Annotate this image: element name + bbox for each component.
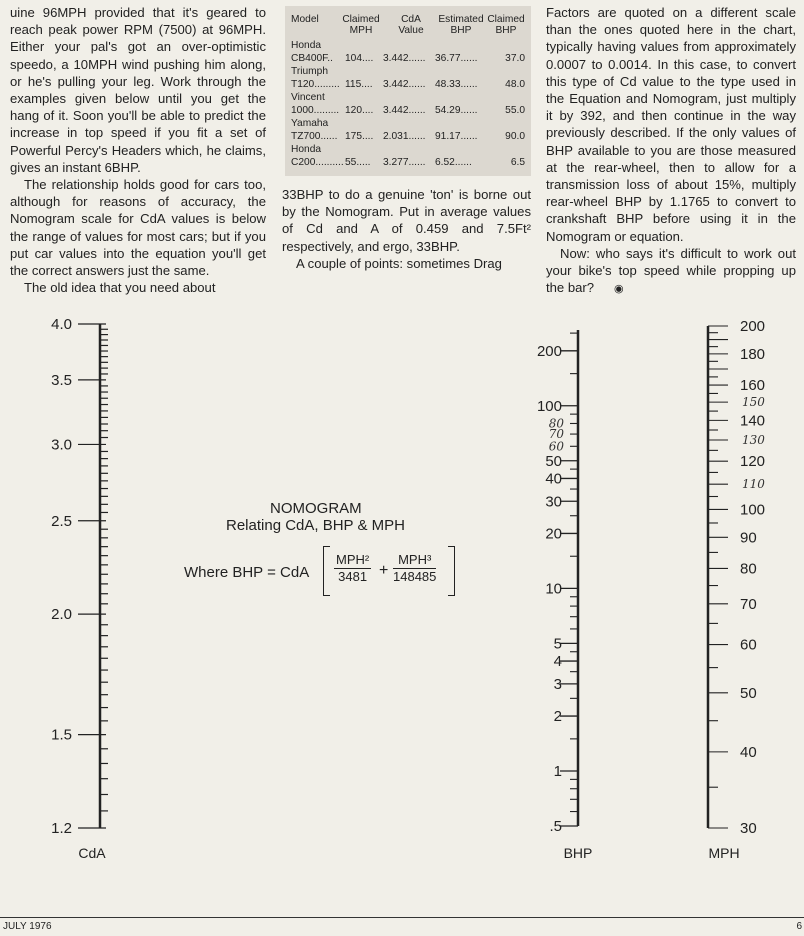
bhp-tick-label: 100 — [536, 397, 562, 415]
paragraph: 33BHP to do a genuine 'ton' is borne out by the Nomogram. Put in average values of Cd and A of 0.459 and 7.5Ft² respectively, and ergo, 33BHP. — [282, 187, 531, 254]
mph-tick-label: 120 — [740, 453, 766, 471]
bhp-axis-name: BHP — [563, 845, 593, 861]
table-row: Vincent 1000......... 120.... 3.442...... 54.29...... 55.0 — [291, 92, 525, 116]
table-row: Triumph T120......... 115.... 3.442...... 48.33...... 48.0 — [291, 66, 525, 90]
mph-tick-label: 30 — [740, 820, 757, 837]
cda-axis-name: CdA — [78, 845, 106, 861]
bhp-tick-label: 5 — [553, 635, 562, 653]
paragraph: The old idea that you need about — [24, 280, 216, 296]
cda-tick-label: 3.5 — [51, 371, 72, 389]
mph-tick-label: 180 — [740, 345, 766, 363]
bhp-tick-label: 200 — [536, 342, 562, 360]
mph-tick-label: 80 — [740, 560, 757, 578]
issue-date: JULY 1976 — [3, 921, 52, 932]
header-model: Model — [291, 14, 319, 25]
mph-tick-label: 40 — [740, 743, 757, 761]
cda-tick-label: 4.0 — [51, 316, 72, 333]
header-claimed-bhp: Claimed BHP — [487, 14, 525, 36]
mph-axis-name: MPH — [708, 845, 740, 861]
header-cda: CdA Value — [398, 14, 424, 36]
paragraph: Now: who says it's difficult to work out your bike's top speed while propping up the bar? ◉ — [546, 245, 796, 299]
page-footer — [0, 917, 804, 936]
table-row: Honda C200.......... 55..... 3.277...... 6.52...... 6.5 — [291, 144, 525, 168]
bhp-tick-label: 30 — [545, 493, 562, 511]
nomogram-formula: Where BHP = CdA MPH² 3481 + MPH³ 148485 — [184, 550, 474, 598]
mph-handwritten-label: 130 — [742, 432, 765, 447]
cda-tick-label: 1.2 — [51, 820, 72, 837]
bhp-tick-label: 4 — [553, 653, 562, 671]
mph-handwritten-label: 150 — [742, 395, 765, 410]
paragraph: A couple of points: sometimes Drag — [296, 255, 502, 271]
cda-tick-label: 3.0 — [51, 436, 72, 454]
cda-tick-label: 2.5 — [51, 512, 72, 530]
paragraph: uine 96MPH provided that it's geared to reach peak power RPM (7500) at 96MPH. Either your pal's got an over-optimistic speedo, a 10MPH wind pushing him along, or he's pulling your leg. Work through the examples given below until you get the hang of it. Soon you'll be able to predict the increase in top speed if you fit a set of Powerful Percy's Headers which, he claims, gives an instant 6BHP. — [10, 5, 266, 175]
bhp-tick-label: 10 — [545, 580, 562, 598]
nomogram: 4.0 3.5 3.0 2.5 2.0 1.5 1.2 CdA 200 100 50 40 30 20 10 5 4 3 2 1 .5 80 70 60 BHP 200 180 160 140 120 100 90 80 70 60 50 40 30 150 130 110 MPH NOMOGRAM Relating CdA, BHP & MPH Where BHP = CdA MPH² 3481 + MPH³ 148485 — [0, 310, 804, 870]
bhp-handwritten-label: 80 — [548, 416, 564, 431]
header-est-bhp: Estimated BHP — [438, 14, 484, 36]
fraction-2: MPH³ 148485 — [393, 552, 437, 584]
bhp-tick-label: 20 — [545, 525, 562, 543]
header-claimed-mph: Claimed MPH — [342, 14, 380, 36]
bhp-handwritten-label: 60 — [548, 439, 564, 454]
bhp-tick-label: 1 — [553, 763, 562, 781]
article-column-1 — [10, 4, 266, 296]
right-bracket — [448, 546, 455, 596]
mph-tick-label: 50 — [740, 684, 757, 702]
mph-handwritten-label: 110 — [742, 477, 765, 492]
fraction-1: MPH² 3481 — [336, 552, 370, 584]
mph-tick-label: 100 — [740, 501, 766, 519]
paragraph: The relationship holds good for cars too, although for reasons of accuracy, the Nomogram scale for CdA values is below the range of values for most cars; but if you put car values into the equation you'll get the correct answers just the same. — [10, 177, 266, 279]
table-row: Yamaha TZ700...... 175.... 2.031...... 91.17...... 90.0 — [291, 118, 525, 142]
mph-tick-label: 70 — [740, 595, 757, 613]
mph-tick-label: 160 — [740, 377, 766, 395]
table-row: Honda CB400F.. 104.... 3.442...... 36.77...... 37.0 — [291, 40, 525, 64]
bhp-tick-label: .5 — [549, 818, 562, 835]
left-bracket — [323, 546, 330, 596]
spec-table — [285, 6, 531, 176]
end-mark-icon: ◉ — [614, 283, 624, 296]
mph-tick-label: 90 — [740, 529, 757, 547]
bhp-tick-label: 40 — [545, 470, 562, 488]
bhp-tick-label: 2 — [553, 708, 562, 726]
bhp-handwritten-label: 70 — [548, 427, 564, 442]
cda-tick-label: 2.0 — [51, 606, 72, 624]
page-number: 6 — [796, 921, 802, 932]
bhp-tick-label: 3 — [553, 675, 562, 693]
article-column-2 — [282, 186, 531, 272]
article-column-3 — [546, 4, 796, 298]
paragraph: Factors are quoted on a different scale than the ones quoted here in the chart, typically having values from approximately 0.0007 to 0.0014. In this case, to convert this type of Cd value to the type used in the Equation and Nomogram, just multiply it by 392, and then continue in the way previously described. If the only values of BHP available to you are those measured at the rear-wheel, then to allow for a transmission loss of about 15%, multiply rear-wheel BHP by 1.1765 to convert to crankshaft BHP before using it in the Nomogram or equation. — [546, 5, 796, 244]
mph-tick-label: 140 — [740, 412, 766, 430]
mph-tick-label: 200 — [740, 318, 766, 335]
mph-tick-label: 60 — [740, 636, 757, 654]
bhp-tick-label: 50 — [545, 452, 562, 470]
cda-tick-label: 1.5 — [51, 726, 72, 744]
